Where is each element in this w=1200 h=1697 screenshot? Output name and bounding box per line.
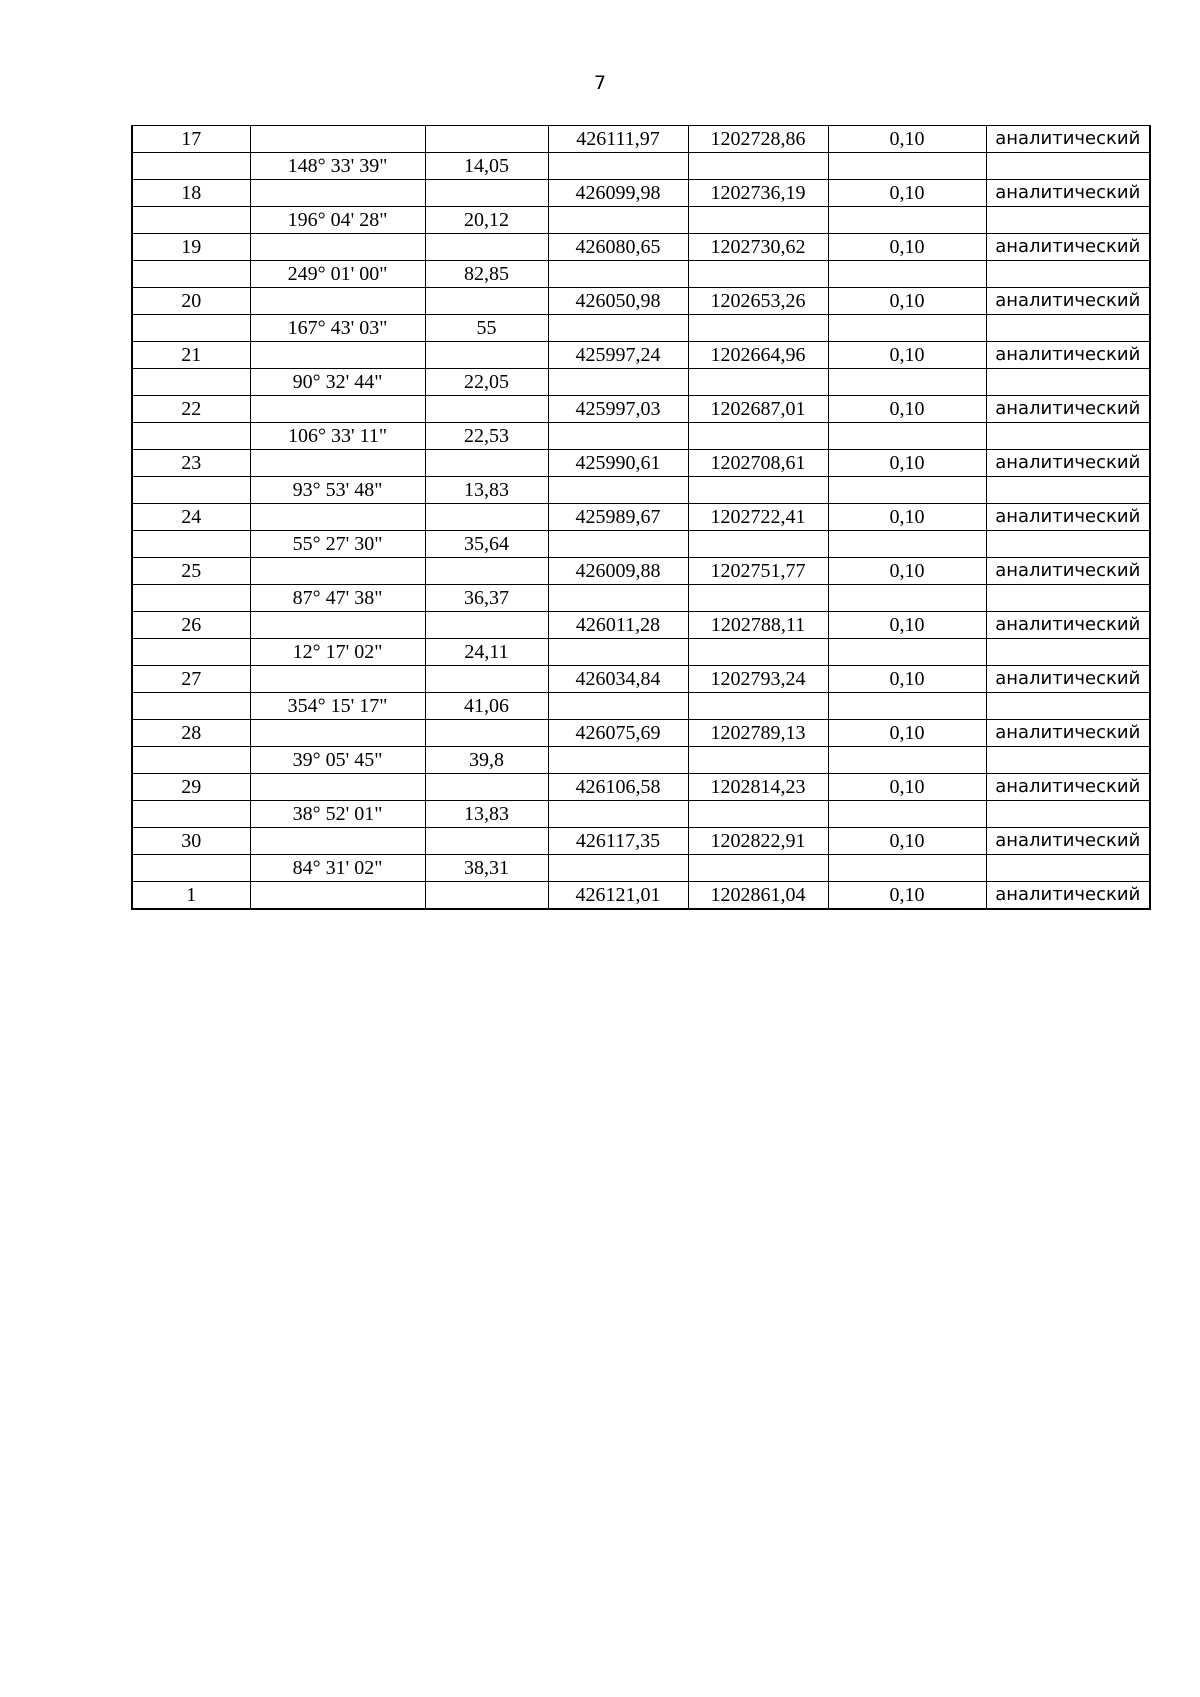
direction-angle-cell: 39° 05' 45" <box>250 747 425 774</box>
segment-length-cell <box>425 180 548 207</box>
point-number-cell <box>132 261 250 288</box>
segment-length-cell <box>425 450 548 477</box>
coordinate-y-cell <box>688 369 828 396</box>
coordinate-y-cell: 1202788,11 <box>688 612 828 639</box>
table-row-point <box>132 288 1150 315</box>
point-number-cell: 27 <box>132 666 250 693</box>
coordinate-x-cell: 426011,28 <box>548 612 688 639</box>
mean-error-cell <box>828 315 986 342</box>
direction-angle-cell: 196° 04' 28" <box>250 207 425 234</box>
method-cell <box>986 207 1150 234</box>
direction-angle-cell <box>250 180 425 207</box>
point-number-cell: 29 <box>132 774 250 801</box>
table-row-segment <box>132 477 1150 504</box>
point-number-cell <box>132 315 250 342</box>
coordinate-y-cell <box>688 855 828 882</box>
coordinate-y-cell: 1202822,91 <box>688 828 828 855</box>
direction-angle-cell: 354° 15' 17" <box>250 693 425 720</box>
segment-length-cell: 13,83 <box>425 477 548 504</box>
mean-error-cell <box>828 423 986 450</box>
segment-length-cell <box>425 342 548 369</box>
mean-error-cell: 0,10 <box>828 396 986 423</box>
mean-error-cell: 0,10 <box>828 720 986 747</box>
mean-error-cell <box>828 639 986 666</box>
method-cell: аналитический <box>986 720 1150 747</box>
table-row-segment <box>132 531 1150 558</box>
point-number-cell <box>132 477 250 504</box>
coordinate-x-cell <box>548 315 688 342</box>
mean-error-cell: 0,10 <box>828 774 986 801</box>
segment-length-cell: 22,53 <box>425 423 548 450</box>
mean-error-cell <box>828 261 986 288</box>
point-number-cell: 23 <box>132 450 250 477</box>
coordinate-x-cell <box>548 423 688 450</box>
method-cell <box>986 693 1150 720</box>
mean-error-cell: 0,10 <box>828 666 986 693</box>
mean-error-cell: 0,10 <box>828 180 986 207</box>
table-row-point <box>132 504 1150 531</box>
survey-coordinates-table <box>131 125 1151 910</box>
point-number-cell: 1 <box>132 882 250 910</box>
method-cell: аналитический <box>986 558 1150 585</box>
segment-length-cell <box>425 666 548 693</box>
segment-length-cell <box>425 126 548 153</box>
segment-length-cell <box>425 774 548 801</box>
point-number-cell <box>132 585 250 612</box>
table-row-point <box>132 126 1150 153</box>
method-cell <box>986 531 1150 558</box>
coordinate-x-cell: 426034,84 <box>548 666 688 693</box>
table-row-point <box>132 180 1150 207</box>
coordinate-x-cell: 426117,35 <box>548 828 688 855</box>
method-cell: аналитический <box>986 504 1150 531</box>
direction-angle-cell <box>250 666 425 693</box>
point-number-cell: 22 <box>132 396 250 423</box>
direction-angle-cell: 84° 31' 02" <box>250 855 425 882</box>
method-cell <box>986 855 1150 882</box>
mean-error-cell <box>828 801 986 828</box>
coordinate-y-cell <box>688 261 828 288</box>
point-number-cell: 20 <box>132 288 250 315</box>
mean-error-cell: 0,10 <box>828 882 986 910</box>
coordinate-y-cell: 1202789,13 <box>688 720 828 747</box>
table-row-point <box>132 234 1150 261</box>
method-cell <box>986 369 1150 396</box>
table-row-segment <box>132 153 1150 180</box>
coordinate-y-cell: 1202664,96 <box>688 342 828 369</box>
coordinate-x-cell <box>548 153 688 180</box>
method-cell <box>986 639 1150 666</box>
point-number-cell: 19 <box>132 234 250 261</box>
table-row-segment <box>132 315 1150 342</box>
direction-angle-cell <box>250 396 425 423</box>
point-number-cell <box>132 693 250 720</box>
point-number-cell: 24 <box>132 504 250 531</box>
method-cell: аналитический <box>986 666 1150 693</box>
method-cell <box>986 477 1150 504</box>
direction-angle-cell: 87° 47' 38" <box>250 585 425 612</box>
direction-angle-cell <box>250 504 425 531</box>
table-row-segment <box>132 369 1150 396</box>
coordinate-y-cell: 1202736,19 <box>688 180 828 207</box>
method-cell <box>986 315 1150 342</box>
table-row-segment <box>132 801 1150 828</box>
mean-error-cell <box>828 855 986 882</box>
table-row-point <box>132 774 1150 801</box>
direction-angle-cell: 249° 01' 00" <box>250 261 425 288</box>
direction-angle-cell <box>250 288 425 315</box>
coordinate-y-cell <box>688 747 828 774</box>
table-body <box>132 126 1150 910</box>
mean-error-cell: 0,10 <box>828 342 986 369</box>
method-cell: аналитический <box>986 234 1150 261</box>
coordinate-y-cell <box>688 531 828 558</box>
direction-angle-cell <box>250 342 425 369</box>
mean-error-cell <box>828 747 986 774</box>
coordinate-x-cell: 426106,58 <box>548 774 688 801</box>
direction-angle-cell: 167° 43' 03" <box>250 315 425 342</box>
direction-angle-cell <box>250 126 425 153</box>
table-row-point <box>132 558 1150 585</box>
point-number-cell <box>132 369 250 396</box>
mean-error-cell: 0,10 <box>828 288 986 315</box>
method-cell <box>986 747 1150 774</box>
coordinate-x-cell: 425989,67 <box>548 504 688 531</box>
mean-error-cell: 0,10 <box>828 828 986 855</box>
table-row-segment <box>132 585 1150 612</box>
coordinate-x-cell <box>548 801 688 828</box>
table-row-segment <box>132 639 1150 666</box>
coordinate-x-cell <box>548 369 688 396</box>
method-cell: аналитический <box>986 612 1150 639</box>
coordinate-x-cell <box>548 639 688 666</box>
point-number-cell <box>132 855 250 882</box>
direction-angle-cell: 38° 52' 01" <box>250 801 425 828</box>
segment-length-cell: 36,37 <box>425 585 548 612</box>
table-row-point <box>132 450 1150 477</box>
segment-length-cell: 35,64 <box>425 531 548 558</box>
table-row-segment <box>132 261 1150 288</box>
mean-error-cell <box>828 153 986 180</box>
mean-error-cell <box>828 369 986 396</box>
segment-length-cell: 82,85 <box>425 261 548 288</box>
coordinate-y-cell <box>688 639 828 666</box>
coordinate-x-cell <box>548 477 688 504</box>
segment-length-cell <box>425 612 548 639</box>
mean-error-cell: 0,10 <box>828 612 986 639</box>
segment-length-cell: 14,05 <box>425 153 548 180</box>
point-number-cell: 21 <box>132 342 250 369</box>
segment-length-cell <box>425 288 548 315</box>
segment-length-cell: 55 <box>425 315 548 342</box>
method-cell: аналитический <box>986 342 1150 369</box>
coordinate-x-cell <box>548 855 688 882</box>
table-row-point <box>132 342 1150 369</box>
mean-error-cell: 0,10 <box>828 234 986 261</box>
method-cell <box>986 153 1150 180</box>
coordinate-y-cell <box>688 315 828 342</box>
coordinate-y-cell: 1202793,24 <box>688 666 828 693</box>
method-cell: аналитический <box>986 180 1150 207</box>
coordinate-x-cell <box>548 531 688 558</box>
coordinate-y-cell: 1202730,62 <box>688 234 828 261</box>
segment-length-cell <box>425 504 548 531</box>
point-number-cell: 25 <box>132 558 250 585</box>
mean-error-cell <box>828 531 986 558</box>
coordinate-y-cell <box>688 585 828 612</box>
direction-angle-cell <box>250 774 425 801</box>
direction-angle-cell <box>250 828 425 855</box>
method-cell: аналитический <box>986 288 1150 315</box>
direction-angle-cell: 90° 32' 44" <box>250 369 425 396</box>
coordinate-y-cell <box>688 477 828 504</box>
coordinate-y-cell: 1202687,01 <box>688 396 828 423</box>
mean-error-cell <box>828 693 986 720</box>
table-row-point <box>132 882 1150 910</box>
direction-angle-cell: 93° 53' 48" <box>250 477 425 504</box>
mean-error-cell <box>828 477 986 504</box>
point-number-cell <box>132 801 250 828</box>
segment-length-cell <box>425 558 548 585</box>
direction-angle-cell: 148° 33' 39" <box>250 153 425 180</box>
direction-angle-cell <box>250 558 425 585</box>
table-row-point <box>132 828 1150 855</box>
segment-length-cell: 24,11 <box>425 639 548 666</box>
coordinate-y-cell <box>688 207 828 234</box>
coordinate-y-cell <box>688 153 828 180</box>
segment-length-cell: 22,05 <box>425 369 548 396</box>
segment-length-cell: 41,06 <box>425 693 548 720</box>
segment-length-cell: 20,12 <box>425 207 548 234</box>
method-cell: аналитический <box>986 450 1150 477</box>
direction-angle-cell <box>250 234 425 261</box>
table-row-segment <box>132 207 1150 234</box>
segment-length-cell <box>425 720 548 747</box>
coordinate-x-cell: 426099,98 <box>548 180 688 207</box>
point-number-cell: 26 <box>132 612 250 639</box>
table-row-point <box>132 396 1150 423</box>
coordinate-y-cell: 1202653,26 <box>688 288 828 315</box>
mean-error-cell <box>828 207 986 234</box>
method-cell: аналитический <box>986 396 1150 423</box>
coordinate-x-cell <box>548 585 688 612</box>
coordinate-x-cell <box>548 693 688 720</box>
coordinate-y-cell <box>688 693 828 720</box>
coordinate-x-cell: 426111,97 <box>548 126 688 153</box>
point-number-cell: 17 <box>132 126 250 153</box>
coordinate-y-cell: 1202751,77 <box>688 558 828 585</box>
segment-length-cell <box>425 882 548 910</box>
table-row-segment <box>132 693 1150 720</box>
mean-error-cell: 0,10 <box>828 126 986 153</box>
mean-error-cell <box>828 585 986 612</box>
coordinate-x-cell <box>548 747 688 774</box>
coordinate-x-cell: 426050,98 <box>548 288 688 315</box>
table-row-segment <box>132 855 1150 882</box>
coordinate-x-cell: 426075,69 <box>548 720 688 747</box>
coordinate-x-cell <box>548 207 688 234</box>
segment-length-cell: 13,83 <box>425 801 548 828</box>
table-row-point <box>132 666 1150 693</box>
point-number-cell <box>132 153 250 180</box>
table-row-point <box>132 720 1150 747</box>
coordinate-x-cell: 425990,61 <box>548 450 688 477</box>
method-cell <box>986 423 1150 450</box>
method-cell <box>986 261 1150 288</box>
direction-angle-cell <box>250 450 425 477</box>
coordinate-y-cell: 1202728,86 <box>688 126 828 153</box>
coordinate-x-cell: 425997,03 <box>548 396 688 423</box>
coordinate-x-cell: 425997,24 <box>548 342 688 369</box>
method-cell <box>986 801 1150 828</box>
segment-length-cell: 39,8 <box>425 747 548 774</box>
mean-error-cell: 0,10 <box>828 450 986 477</box>
direction-angle-cell <box>250 882 425 910</box>
direction-angle-cell: 12° 17' 02" <box>250 639 425 666</box>
coordinate-y-cell: 1202708,61 <box>688 450 828 477</box>
coordinate-y-cell <box>688 423 828 450</box>
point-number-cell: 30 <box>132 828 250 855</box>
direction-angle-cell <box>250 612 425 639</box>
coordinate-x-cell: 426080,65 <box>548 234 688 261</box>
point-number-cell: 18 <box>132 180 250 207</box>
point-number-cell <box>132 747 250 774</box>
point-number-cell <box>132 423 250 450</box>
table-row-segment <box>132 747 1150 774</box>
coordinate-x-cell: 426121,01 <box>548 882 688 910</box>
segment-length-cell <box>425 396 548 423</box>
coordinate-x-cell <box>548 261 688 288</box>
mean-error-cell: 0,10 <box>828 504 986 531</box>
coordinate-x-cell: 426009,88 <box>548 558 688 585</box>
point-number-cell <box>132 639 250 666</box>
point-number-cell <box>132 207 250 234</box>
direction-angle-cell <box>250 720 425 747</box>
point-number-cell <box>132 531 250 558</box>
method-cell: аналитический <box>986 882 1150 910</box>
segment-length-cell <box>425 828 548 855</box>
coordinate-y-cell: 1202861,04 <box>688 882 828 910</box>
method-cell: аналитический <box>986 828 1150 855</box>
coordinate-y-cell <box>688 801 828 828</box>
coordinate-y-cell: 1202814,23 <box>688 774 828 801</box>
direction-angle-cell: 55° 27' 30" <box>250 531 425 558</box>
method-cell: аналитический <box>986 774 1150 801</box>
segment-length-cell: 38,31 <box>425 855 548 882</box>
table-row-segment <box>132 423 1150 450</box>
direction-angle-cell: 106° 33' 11" <box>250 423 425 450</box>
method-cell <box>986 585 1150 612</box>
table-row-point <box>132 612 1150 639</box>
segment-length-cell <box>425 234 548 261</box>
point-number-cell: 28 <box>132 720 250 747</box>
mean-error-cell: 0,10 <box>828 558 986 585</box>
page-number: 7 <box>593 72 607 94</box>
method-cell: аналитический <box>986 126 1150 153</box>
coordinate-y-cell: 1202722,41 <box>688 504 828 531</box>
